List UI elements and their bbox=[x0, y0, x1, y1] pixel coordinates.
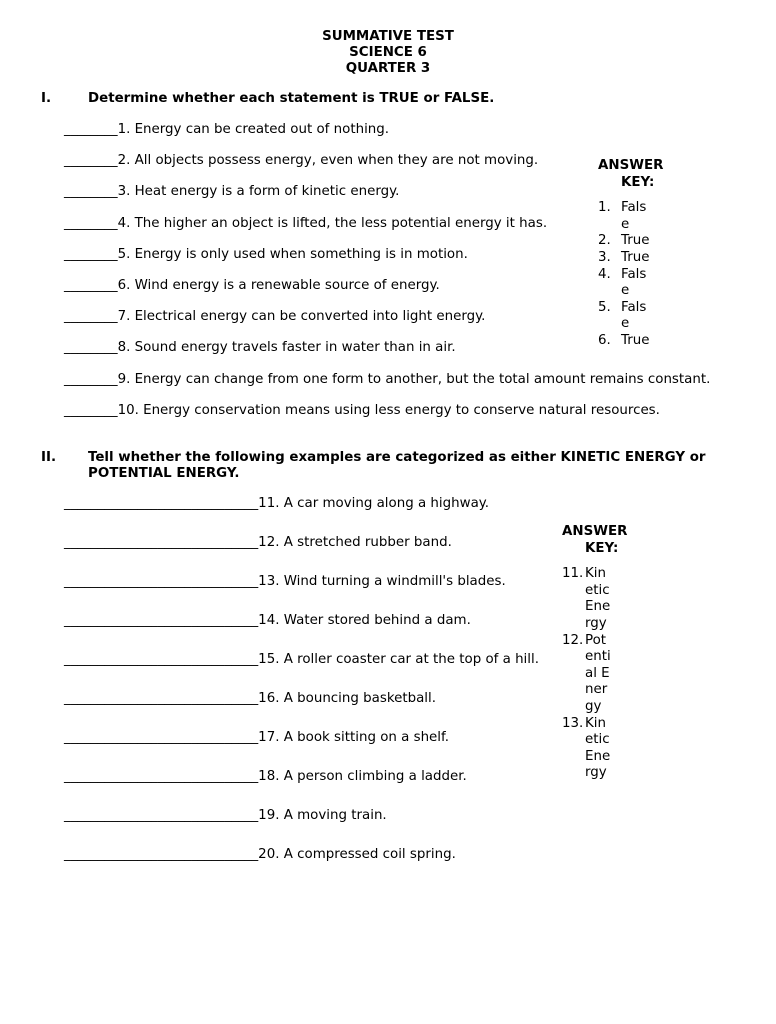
answer-value: True bbox=[621, 249, 650, 265]
answer-key-item bbox=[562, 633, 614, 716]
question-text: 9. Energy can change from one form to another, but the total amount remains constant. bbox=[117, 371, 711, 387]
answer-key-title: ANSWER KEY: bbox=[598, 158, 664, 190]
answer-value: True bbox=[621, 332, 650, 348]
question-text: 7. Electrical energy can be converted into light energy. bbox=[117, 309, 486, 325]
test-title: SUMMATIVE TEST bbox=[322, 29, 454, 44]
answer-blank[interactable]: _____________________________ bbox=[64, 847, 259, 862]
answer-number: 5. bbox=[598, 299, 611, 315]
question-text: 4. The higher an object is lifted, the less potential energy it has. bbox=[117, 215, 548, 231]
answer-number: 2. bbox=[598, 233, 611, 249]
answer-key-item bbox=[598, 333, 650, 350]
answer-key-item bbox=[598, 300, 650, 333]
question-text: 11. A car moving along a highway. bbox=[258, 496, 490, 511]
question-text: 19. A moving train. bbox=[258, 808, 387, 823]
answer-value: True bbox=[621, 233, 650, 249]
answer-key-item bbox=[598, 200, 650, 233]
question-text: 5. Energy is only used when something is in motion. bbox=[117, 246, 468, 262]
answer-blank[interactable]: _____________________________ bbox=[64, 691, 259, 706]
question-item bbox=[64, 808, 387, 823]
question-item bbox=[64, 184, 399, 199]
answer-value: Kinetic Energy bbox=[585, 715, 611, 781]
question-item bbox=[64, 730, 449, 745]
test-header bbox=[0, 29, 776, 77]
answer-key-item bbox=[598, 233, 650, 250]
question-item bbox=[64, 122, 389, 137]
question-text: 8. Sound energy travels faster in water than in air. bbox=[117, 340, 456, 356]
answer-value: False bbox=[621, 299, 647, 332]
answer-number: 6. bbox=[598, 332, 611, 348]
answer-value: Kinetic Energy bbox=[585, 566, 611, 631]
answer-blank[interactable]: _____________________________ bbox=[64, 574, 259, 589]
question-text: 3. Heat energy is a form of kinetic energy. bbox=[117, 184, 400, 200]
question-text: 1. Energy can be created out of nothing. bbox=[117, 122, 390, 137]
question-text: 15. A roller coaster car at the top of a hill. bbox=[258, 652, 539, 667]
question-text: 14. Water stored behind a dam. bbox=[258, 613, 471, 628]
answer-number: 12. bbox=[562, 632, 584, 648]
question-item bbox=[64, 153, 538, 168]
answer-blank[interactable]: ________ bbox=[64, 215, 118, 231]
answer-key-item bbox=[598, 267, 650, 300]
question-text: 12. A stretched rubber band. bbox=[258, 535, 452, 550]
question-item bbox=[64, 278, 440, 293]
question-item bbox=[64, 216, 547, 231]
answer-blank[interactable]: _____________________________ bbox=[64, 808, 259, 823]
answer-blank[interactable]: _____________________________ bbox=[64, 535, 259, 550]
question-text: 10. Energy conservation means using less energy to conserve natural resources. bbox=[117, 402, 660, 418]
part2-answer-list bbox=[562, 566, 614, 782]
answer-key-item bbox=[598, 250, 650, 267]
answer-number: 3. bbox=[598, 249, 611, 265]
question-item bbox=[64, 574, 506, 589]
answer-value: False bbox=[621, 200, 647, 232]
question-text: 17. A book sitting on a shelf. bbox=[258, 730, 450, 745]
answer-blank[interactable]: _____________________________ bbox=[64, 730, 259, 745]
question-item bbox=[64, 652, 539, 667]
question-text: 20. A compressed coil spring. bbox=[258, 847, 456, 862]
question-item bbox=[64, 309, 485, 324]
question-item bbox=[64, 496, 489, 511]
part2-instruction: Tell whether the following examples are categorized as either KINETIC ENERGY or POTENTIAL ENERGY. bbox=[88, 450, 706, 481]
test-subject: SCIENCE 6 bbox=[349, 45, 427, 60]
answer-value: False bbox=[621, 266, 647, 299]
question-item bbox=[64, 403, 660, 418]
test-quarter: QUARTER 3 bbox=[345, 61, 431, 76]
answer-number: 13. bbox=[562, 715, 584, 731]
question-text: 18. A person climbing a ladder. bbox=[258, 769, 467, 784]
part2-answer-key bbox=[562, 524, 628, 792]
question-item bbox=[64, 247, 468, 262]
question-item bbox=[64, 535, 452, 550]
answer-blank[interactable]: ________ bbox=[64, 371, 118, 387]
question-text: 6. Wind energy is a renewable source of energy. bbox=[117, 278, 440, 293]
answer-blank[interactable]: _____________________________ bbox=[64, 613, 259, 628]
question-text: 16. A bouncing basketball. bbox=[258, 691, 436, 706]
answer-key-item bbox=[562, 566, 614, 632]
question-item bbox=[64, 340, 456, 355]
answer-key-title: ANSWER KEY: bbox=[562, 524, 628, 556]
answer-value: Potential Energy bbox=[585, 632, 611, 714]
part2-numeral: II. bbox=[41, 450, 57, 465]
part1-answer-list bbox=[598, 200, 650, 349]
answer-number: 4. bbox=[598, 266, 611, 282]
question-item bbox=[64, 691, 436, 706]
part1-numeral: I. bbox=[41, 91, 52, 106]
answer-blank[interactable]: ________ bbox=[64, 122, 118, 137]
answer-blank[interactable]: ________ bbox=[64, 340, 118, 356]
question-item bbox=[64, 769, 467, 784]
answer-blank[interactable]: ________ bbox=[64, 184, 118, 200]
answer-blank[interactable]: ________ bbox=[64, 402, 118, 418]
answer-blank[interactable]: _____________________________ bbox=[64, 652, 259, 667]
answer-blank[interactable]: _____________________________ bbox=[64, 496, 259, 511]
answer-number: 11. bbox=[562, 566, 584, 582]
question-item bbox=[64, 613, 471, 628]
answer-blank[interactable]: ________ bbox=[64, 278, 118, 293]
answer-blank[interactable]: ________ bbox=[64, 309, 118, 325]
answer-number: 1. bbox=[598, 200, 611, 216]
answer-blank[interactable]: ________ bbox=[64, 153, 118, 169]
part1-answer-key bbox=[598, 158, 664, 428]
question-text: 13. Wind turning a windmill's blades. bbox=[258, 574, 506, 589]
question-text: 2. All objects possess energy, even when they are not moving. bbox=[117, 153, 539, 169]
answer-blank[interactable]: ________ bbox=[64, 246, 118, 262]
part1-instruction: Determine whether each statement is TRUE or FALSE. bbox=[88, 91, 495, 106]
answer-key-item bbox=[562, 716, 614, 782]
answer-blank[interactable]: _____________________________ bbox=[64, 769, 259, 784]
question-item bbox=[64, 847, 456, 862]
